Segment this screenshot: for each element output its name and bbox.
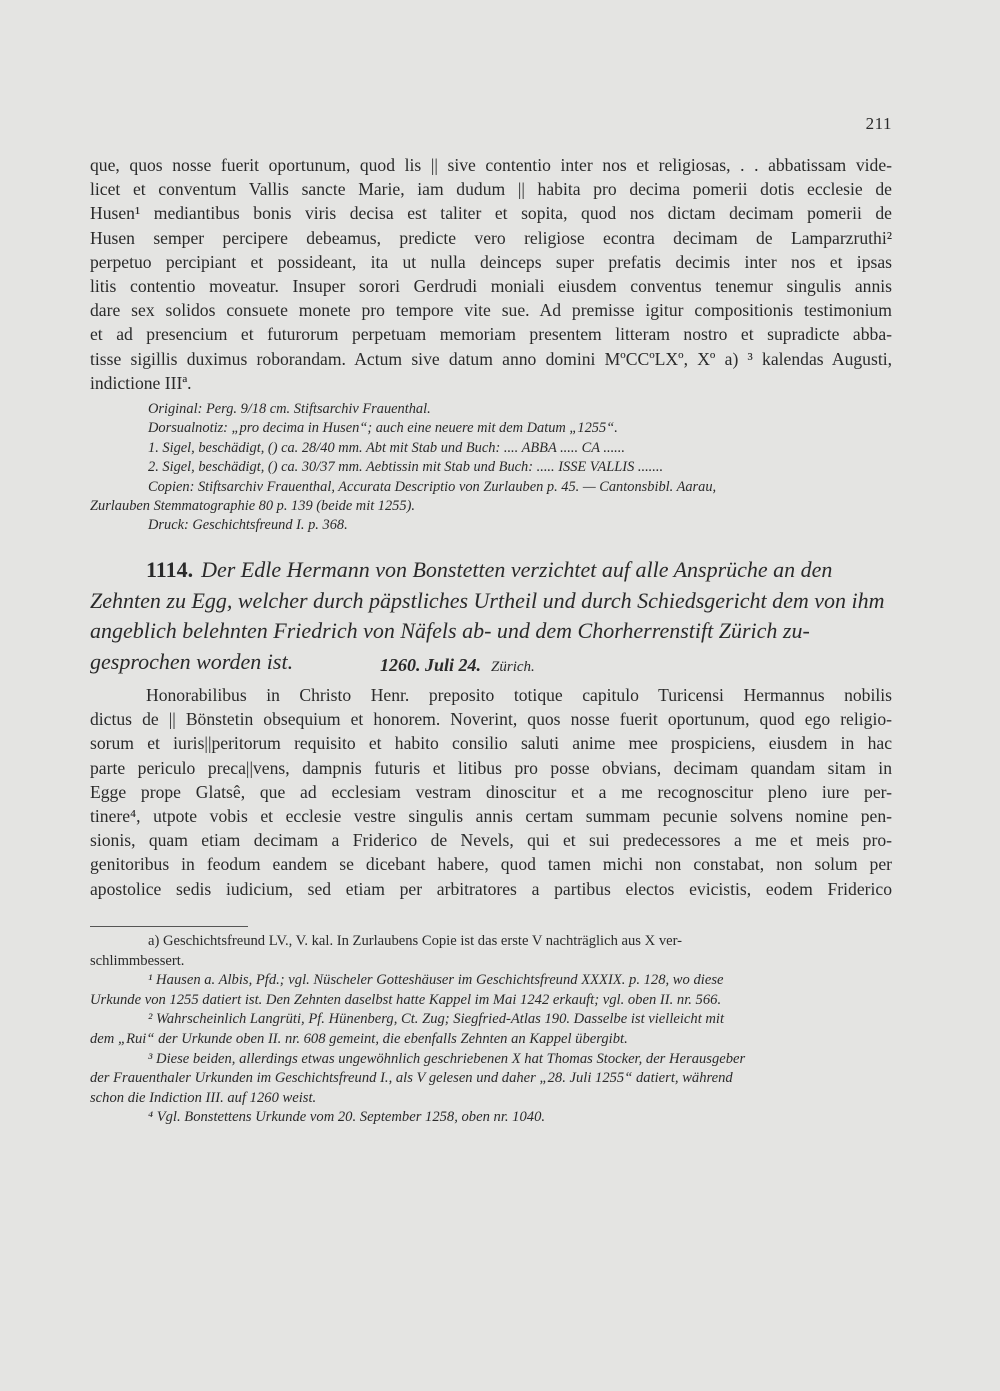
source-notes <box>90 400 892 536</box>
charter-place: Zürich. <box>491 659 535 675</box>
text-line: tisse sigillis duximus roborandam. Actum sive datum anno domini MºCCºLXº, Xº a) ³ kalendas Augusti, <box>90 348 892 369</box>
text-line: et ad presencium et futurorum perpetuam memoriam presentem litteram nostro et supradicte abba- <box>90 324 892 345</box>
note-seal-1: 1. Sigel, beschädigt, () ca. 28/40 mm. Abt mit Stab und Buch: .... ABBA ..... CA ...... <box>148 439 625 456</box>
charter-summary: Der Edle Hermann von Bonstetten verzichtet auf alle Ansprüche an den Zehnten zu Egg, welcher durch päpstliches Urtheil und durch Schiedsgericht dem von ihm angeblich belehnten Friedrich von Näfels ab- und dem Chorherrenstift Zürich zu- gesprochen worden ist. <box>90 557 885 674</box>
text-line: que, quos nosse fuerit oportunum, quod lis || sive contentio inter nos et religiosas, . . abbatissam vide- <box>90 155 892 175</box>
charter-text-continued <box>90 153 892 395</box>
footnote-3: ³ Diese beiden, allerdings etwas ungewöhnlich geschriebenen X hat Thomas Stocker, der Herausgeber <box>148 1050 746 1067</box>
text-line: sionis, quam etiam decimam a Friderico de Nevels, qui et sui predecessores a me et meis pro- <box>90 830 892 851</box>
page-number: 211 <box>865 114 892 133</box>
text-line: apostolice sedis iudicium, sed etiam per arbitratores a partibus electos evicistis, eodem Friderico <box>90 878 892 899</box>
charter-number: 1114. <box>146 557 194 582</box>
footnote-4: ⁴ Vgl. Bonstettens Urkunde vom 20. September 1258, oben nr. 1040. <box>148 1109 546 1126</box>
dateline <box>380 655 535 676</box>
footnote-rule <box>90 926 248 927</box>
note-original: Original: Perg. 9/18 cm. Stiftsarchiv Frauenthal. <box>148 401 431 417</box>
footnote-2: ² Wahrscheinlich Langrüti, Pf. Hünenberg, Ct. Zug; Siegfried-Atlas 190. Dasselbe ist vielleicht mit <box>148 1011 725 1028</box>
footnote-1-cont: Urkunde von 1255 datiert ist. Den Zehnten daselbst hatte Kappel im Mai 1242 erkauft; vgl. oben II. nr. 566. <box>90 991 722 1008</box>
footnote-a: a) Geschichtsfreund LV., V. kal. In Zurlaubens Copie ist das erste V nachträglich aus X ver- <box>148 933 683 949</box>
text-line: Honorabilibus in Christo Henr. preposito totique capitulo Turicensi Hermannus nobilis <box>146 685 892 705</box>
text-line: parte periculo preca||vens, dampnis futuris et litibus pro posse obvians, decimam quandam sitam in <box>90 757 892 778</box>
note-print: Druck: Geschichtsfreund I. p. 368. <box>148 517 348 534</box>
footnote-1: ¹ Hausen a. Albis, Pfd.; vgl. Nüscheler Gotteshäuser im Geschichtsfreund XXXIX. p. 128, wo diese <box>148 972 724 989</box>
text-line: licet et conventum Vallis sancte Marie, iam dudum || habita pro decima pomerii dotis ecclesie de <box>90 179 892 200</box>
footnote-3-cont2: schon die Indiction III. auf 1260 weist. <box>90 1089 317 1106</box>
note-copies-cont: Zurlauben Stemmatographie 80 p. 139 (beide mit 1255). <box>90 498 415 515</box>
footnote-a-cont: schlimmbessert. <box>90 952 185 969</box>
footnote-3-cont: der Frauenthaler Urkunden im Geschichtsfreund I., als V gelesen und daher „28. Juli 1255“ datiert, während <box>90 1070 733 1087</box>
footnotes <box>90 932 896 1128</box>
text-line: perpetuo percipiant et possideant, ita ut nulla deinceps super prefatis decimis inter nos et ipsas <box>90 251 892 272</box>
charter-date: 1260. Juli 24. <box>380 655 482 675</box>
charter-text <box>90 683 892 901</box>
text-line: Egge prope Glatsê, que ad ecclesiam vestram dinoscitur et a me recognoscitur pleno iure per- <box>90 781 892 802</box>
note-copies: Copien: Stiftsarchiv Frauenthal, Accurata Descriptio von Zurlauben p. 45. — Cantonsbibl. Aarau, <box>148 478 717 495</box>
text-line: tinere⁴, utpote vobis et ecclesie vestre singulis annis certam summam pecunie solvens nomine pen- <box>90 806 892 827</box>
note-seal-2: 2. Sigel, beschädigt, () ca. 30/37 mm. Aebtissin mit Stab und Buch: ..... ISSE VALLIS ....... <box>148 459 664 476</box>
text-line: litis contentio moveatur. Insuper sorori Gerdrudi moniali eiusdem conventus tenemur singulis annis <box>90 276 892 297</box>
text-line: sorum et iuris||peritorum requisito et habito consilio saluti anime mee prospiciens, eiusdem in hac <box>90 733 892 754</box>
text-line: Husen¹ mediantibus bonis viris decisa est taliter et sopita, quod nos dictam decimam pomerii de <box>90 203 892 224</box>
text-line: dare sex solidos consuete monete pro tempore vite sue. Ad premisse igitur compositionis testimonium <box>90 300 892 321</box>
text-line: dictus de || Bönstetin obsequium et honorem. Noverint, quos nosse fuerit oportunum, quod ego religio- <box>90 709 892 730</box>
footnote-2-cont: dem „Rui“ der Urkunde oben II. nr. 608 gemeint, die ebenfalls Zehnten an Kappel übergibt. <box>90 1030 628 1047</box>
text-line: indictione IIIª. <box>90 372 192 393</box>
text-line: genitoribus in feodum eandem se dicebant habere, quod tamen michi non constabat, non solum per <box>90 854 892 875</box>
text-line: Husen semper percipere debeamus, predicte vero religiose econtra decimam de Lamparzruthi² <box>90 227 892 248</box>
note-dorsualnotiz: Dorsualnotiz: „pro decima in Husen“; auch eine neuere mit dem Datum „1255“. <box>148 420 618 437</box>
